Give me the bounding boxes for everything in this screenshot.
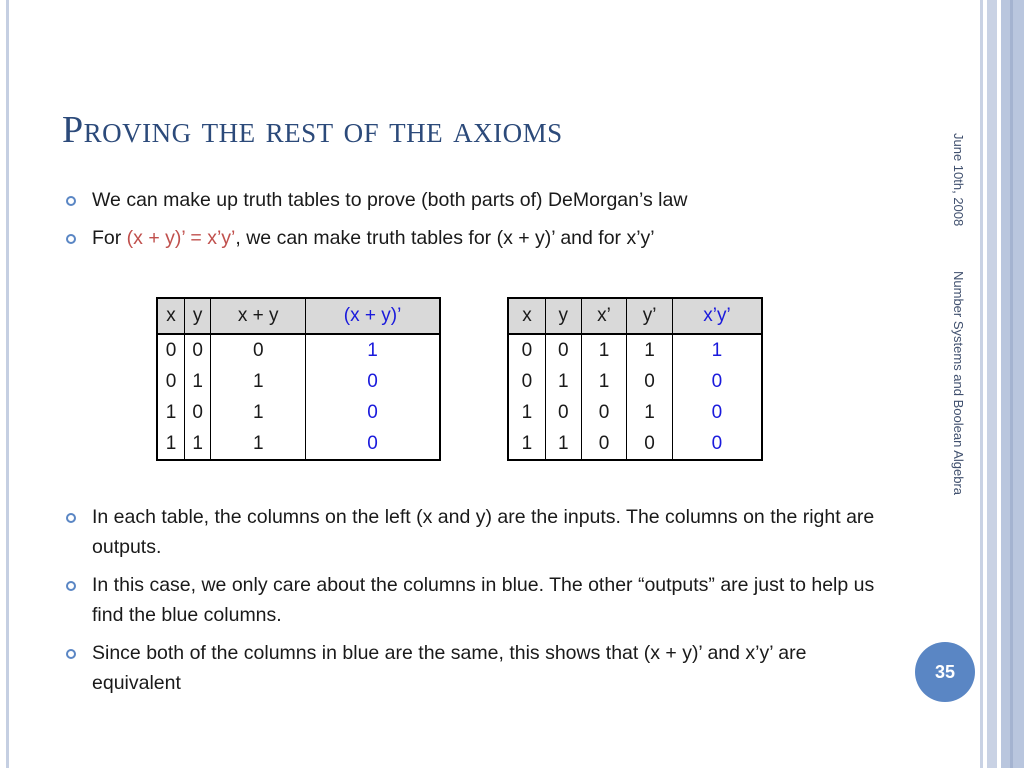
side-subject: Number Systems and Boolean Algebra — [951, 271, 966, 496]
table-cell: 0 — [581, 428, 627, 460]
table-cell: 1 — [508, 397, 545, 428]
table-cell: 1 — [627, 397, 673, 428]
table-cell: 0 — [367, 432, 378, 454]
column-header: y — [545, 298, 581, 334]
table-cell: 1 — [545, 366, 581, 397]
table-cell: 0 — [367, 370, 378, 392]
column-header: x — [157, 298, 184, 334]
table-cell: 1 — [211, 428, 306, 460]
right-decorative-stripes — [980, 0, 1024, 768]
table-cell: 0 — [711, 370, 723, 392]
page-number-badge — [915, 642, 975, 702]
table-cell: 0 — [508, 334, 545, 366]
column-header: x’ — [581, 298, 627, 334]
table-row — [157, 366, 440, 397]
table-cell: 1 — [545, 428, 581, 460]
bullet-icon — [66, 581, 76, 591]
bullet-text: In this case, we only care about the columns in blue. The other “outputs” are just to help us find the blue columns. — [92, 574, 875, 626]
table-row — [508, 397, 762, 428]
table-cell: 0 — [184, 397, 210, 428]
bullet-text: Since both of the columns in blue are the same, this shows that (x + y)’ and x’y’ are equivalent — [92, 642, 807, 694]
table-cell: 0 — [157, 334, 184, 366]
table-cell: 1 — [581, 366, 627, 397]
table-cell: 0 — [367, 401, 378, 423]
bullet-icon — [66, 196, 76, 206]
bullet-item — [62, 502, 882, 562]
table-row — [157, 334, 440, 366]
side-date: June 10th, 2008 — [951, 133, 966, 227]
column-header: x + y — [211, 298, 306, 334]
page-number: 35 — [934, 661, 956, 682]
table-cell: 1 — [184, 428, 210, 460]
table-cell: 0 — [184, 334, 210, 366]
table-cell: 1 — [211, 366, 306, 397]
table-cell: 0 — [157, 366, 184, 397]
bullet-item — [62, 185, 882, 215]
table-cell: 0 — [545, 334, 581, 366]
column-header: y’ — [627, 298, 673, 334]
table-cell: 0 — [627, 428, 673, 460]
stripe — [987, 0, 997, 768]
table-row — [508, 334, 762, 366]
truth-table-x-plus-y — [156, 297, 441, 461]
table-cell: 0 — [508, 366, 545, 397]
table-cell: 0 — [211, 334, 306, 366]
table-cell: 1 — [157, 428, 184, 460]
table-row — [157, 428, 440, 460]
table-header-row — [157, 298, 440, 334]
table-cell: 1 — [581, 334, 627, 366]
table-cell: 0 — [711, 401, 723, 423]
table-row — [157, 397, 440, 428]
table-cell: 0 — [581, 397, 627, 428]
stripe — [1010, 0, 1013, 768]
table-cell: 1 — [157, 397, 184, 428]
table-cell: 1 — [711, 339, 723, 361]
table-cell: 0 — [627, 366, 673, 397]
bullet-item — [62, 223, 882, 253]
bottom-bullet-list — [62, 502, 882, 706]
table-row — [508, 428, 762, 460]
bullet-item — [62, 570, 882, 630]
table-cell: 0 — [711, 432, 723, 454]
table-cell: 1 — [627, 334, 673, 366]
bullet-item — [62, 638, 882, 698]
table-cell: 1 — [367, 339, 378, 361]
column-header: y — [184, 298, 210, 334]
top-bullet-list — [62, 185, 882, 261]
left-border-rule — [6, 0, 9, 768]
table-header-row — [508, 298, 762, 334]
table-cell: 1 — [508, 428, 545, 460]
bullet-highlight: (x + y)’ = x’y’ — [126, 227, 236, 249]
table-cell: 0 — [545, 397, 581, 428]
bullet-text-pre: For — [92, 227, 127, 249]
table-cell: 1 — [211, 397, 306, 428]
bullet-text: We can make up truth tables to prove (both parts of) DeMorgan’s law — [92, 189, 688, 211]
bullet-text: In each table, the columns on the left (x and y) are the inputs. The columns on the right are outputs. — [92, 506, 875, 558]
table-cell: 1 — [184, 366, 210, 397]
bullet-icon — [66, 234, 76, 244]
stripe — [980, 0, 983, 768]
slide-title: Proving the rest of the axioms — [62, 109, 563, 151]
table-row — [508, 366, 762, 397]
bullet-icon — [66, 649, 76, 659]
bullet-icon — [66, 513, 76, 523]
column-header: (x + y)’ — [306, 298, 440, 334]
column-header: x — [508, 298, 545, 334]
column-header: x’y’ — [672, 298, 762, 334]
truth-table-x-prime-y-prime — [507, 297, 763, 461]
bullet-text-post: , we can make truth tables for (x + y)’ and for x’y’ — [235, 227, 655, 249]
